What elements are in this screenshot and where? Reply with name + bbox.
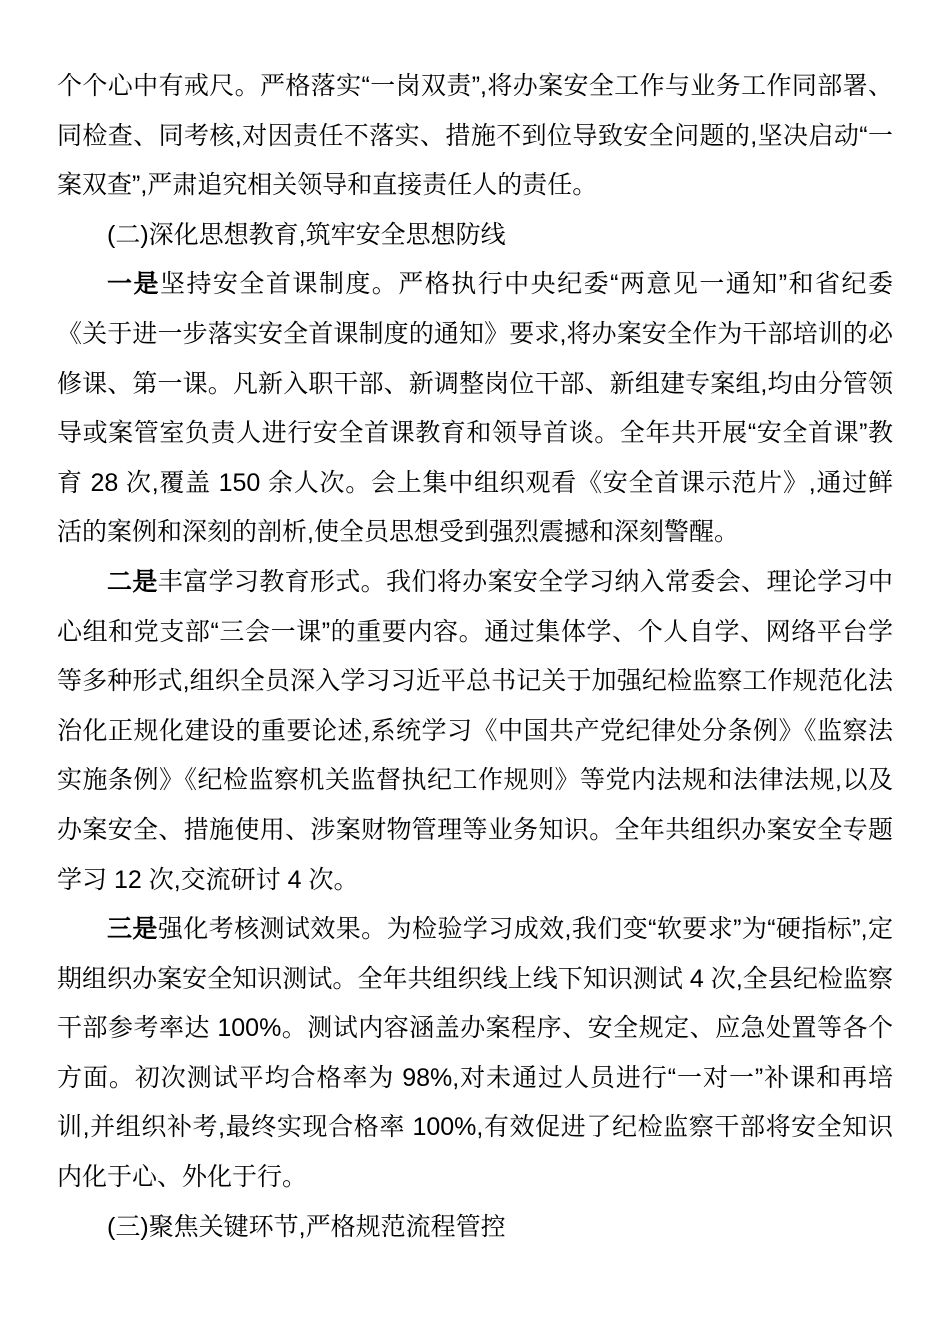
paragraph-lead-bold: 二是 xyxy=(107,567,158,596)
section-heading-two xyxy=(57,211,893,261)
section-heading-text: (二)深化思想教育,筑牢安全思想防线 xyxy=(107,220,506,249)
paragraph-point-three xyxy=(57,905,893,1203)
paragraph-lead-bold: 三是 xyxy=(107,915,158,944)
paragraph-text: 强化考核测试效果。为检验学习成效,我们变“软要求”为“硬指标”,定期组织办案安全知识测试。全年共组织线上线下知识测试 4 次,全县纪检监察干部参考率达 100%。测试内容涵盖办案程序、安全规定、应急处置等各个方面。初次测试平均合格率为 98%,对未通过人员进行“一对一”补课和再培训,并组织补考,最终实现合格率 100%,有效促进了纪检监察干部将安全知识内化于心、外化于行。 xyxy=(57,915,893,1192)
paragraph-point-two xyxy=(57,558,893,905)
paragraph-lead-bold: 一是 xyxy=(107,270,160,299)
section-heading-text: (三)聚焦关键环节,严格规范流程管控 xyxy=(107,1212,506,1241)
paragraph-text: 丰富学习教育形式。我们将办案安全学习纳入常委会、理论学习中心组和党支部“三会一课”的重要内容。通过集体学、个人自学、网络平台学等多种形式,组织全员深入学习习近平总书记关于加强纪检监察工作规范化法治化正规化建设的重要论述,系统学习《中国共产党纪律处分条例》《监察法实施条例》《纪检监察机关监督执纪工作规则》等党内法规和法律法规,以及办案安全、措施使用、涉案财物管理等业务知识。全年共组织办案安全专题学习 12 次,交流研讨 4 次。 xyxy=(57,567,893,894)
paragraph-text: 个个心中有戒尺。严格落实“一岗双责”,将办案安全工作与业务工作同部署、同检查、同考核,对因责任不落实、措施不到位导致安全问题的,坚决启动“一案双查”,严肃追究相关领导和直接责任人的责任。 xyxy=(57,72,893,200)
paragraph-text: 坚持安全首课制度。严格执行中央纪委“两意见一通知”和省纪委《关于进一步落实安全首课制度的通知》要求,将办案安全作为干部培训的必修课、第一课。凡新入职干部、新调整岗位干部、新组建专案组,均由分管领导或案管室负责人进行安全首课教育和领导首谈。全年共开展“安全首课”教育 28 次,覆盖 150 余人次。会上集中组织观看《安全首课示范片》,通过鲜活的案例和深刻的剖析,使全员思想受到强烈震撼和深刻警醒。 xyxy=(57,270,893,547)
paragraph-point-one xyxy=(57,260,893,558)
paragraph-body-continued xyxy=(57,62,893,211)
section-heading-three xyxy=(57,1203,893,1253)
